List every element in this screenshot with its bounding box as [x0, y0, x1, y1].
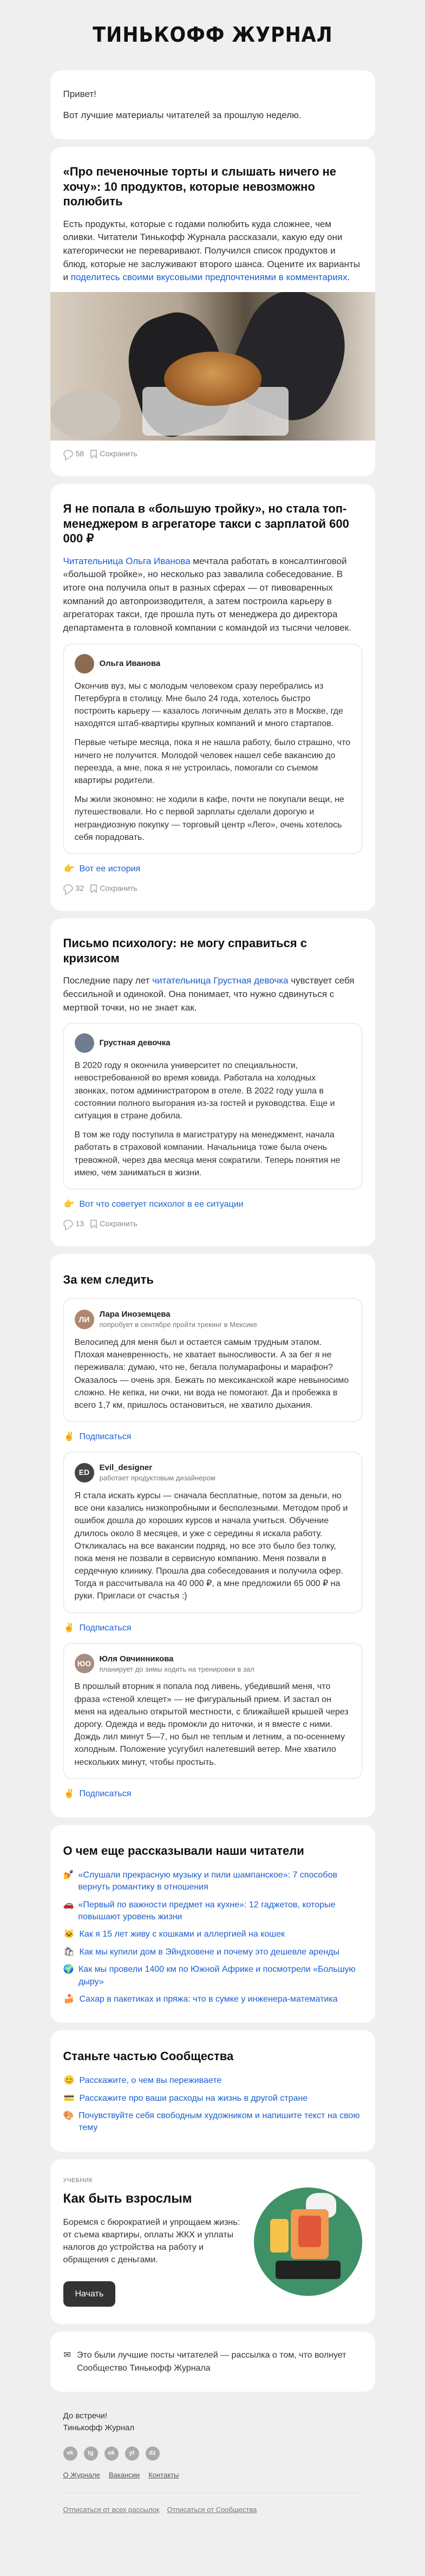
subscribe-row[interactable]	[63, 1788, 362, 1800]
story-link[interactable]: Как я 15 лет живу с кошками и аллергией на кошек	[79, 1930, 285, 1939]
dzen-icon[interactable]: dz	[146, 2446, 160, 2461]
subscribe-link[interactable]: Подписаться	[79, 1623, 132, 1633]
article-title[interactable]	[63, 936, 362, 966]
quote-block	[63, 1023, 362, 1189]
person-subtitle: попробует в сентябре пройти трекинг в Мексике	[99, 1321, 257, 1329]
footer	[50, 2399, 375, 2526]
story-link[interactable]: Как мы купили дом в Эйндховене и почему это дешевле аренды	[79, 1947, 339, 1957]
victory-hand-icon: ✌	[63, 1623, 75, 1633]
comments-number: 32	[75, 884, 84, 893]
community-card	[50, 2030, 375, 2151]
telegram-icon[interactable]: tg	[84, 2446, 98, 2461]
story-link-item[interactable]	[63, 1964, 362, 1988]
community-link[interactable]: Расскажите, о чем вы переживаете	[79, 2076, 222, 2086]
section-title: О чем еще рассказывали наши читатели	[63, 1843, 304, 1857]
unsubscribe-links	[63, 2505, 362, 2515]
quote-block	[63, 644, 362, 854]
article-meta	[63, 448, 362, 459]
article-body-end: .	[347, 272, 350, 283]
about-newsletter-card	[50, 2332, 375, 2391]
article-body-text: Есть продукты, которые с годами полюбить куда сложнее, чем оливки. Читатели Тинькофф Журнала рассказали, какую еду они категорически не переваривают. Получился список продуктов и блюд, которые не заслуживают второго шанса. Оцените их варианты и	[63, 218, 360, 283]
article-title[interactable]	[63, 501, 362, 546]
story-link[interactable]: Как мы провели 1400 км по Южной Африке и посмотрели «Большую дыру»	[78, 1965, 356, 1986]
course-label: УЧЕБНИК	[63, 2177, 93, 2184]
person-header[interactable]	[75, 1653, 351, 1674]
article-photo[interactable]	[50, 292, 375, 441]
article-title-link[interactable]: «Про печеночные торты и слышать ничего не хочу»: 10 продуктов, которые невозможно полюбить	[63, 165, 337, 209]
person-name: Юля Овчинникова	[99, 1654, 174, 1664]
quote-author[interactable]	[75, 654, 351, 674]
person-header[interactable]	[75, 1309, 351, 1330]
community-link-item[interactable]	[63, 2110, 362, 2134]
course-layout	[63, 2177, 362, 2307]
cake-icon: 🍰	[63, 1994, 75, 2004]
subscribe-row[interactable]	[63, 1622, 362, 1634]
globe-icon: 🌍	[63, 1965, 74, 1975]
intro-line: Вот лучшие материалы читателей за прошлую неделю.	[63, 109, 302, 120]
intro-card	[50, 70, 375, 139]
logo-text: ТИНЬКОФФ ЖУРНАЛ	[92, 23, 333, 47]
cat-icon: 🐱	[63, 1930, 75, 1939]
quote-paragraph: Первые четыре месяца, пока я не нашла работу, было страшно, что ничего не получится. Молодой человек нашел себе вакансию до переезда, а мне, пока я не устроилась, помогали со съемом квартиры родители.	[74, 738, 351, 785]
contacts-link[interactable]: Контакты	[148, 2471, 179, 2480]
article-meta	[63, 1218, 362, 1229]
comment-icon	[63, 884, 73, 892]
comments-count[interactable]	[63, 883, 84, 894]
phone-shape	[270, 2219, 289, 2253]
save-label: Сохранить	[100, 1219, 138, 1228]
bookmark-icon	[90, 450, 97, 458]
course-illustration[interactable]	[254, 2187, 362, 2296]
greeting: Привет!	[63, 89, 96, 99]
quote-author[interactable]	[75, 1033, 351, 1053]
community-link-item[interactable]	[63, 2093, 362, 2105]
comment-link[interactable]: поделитесь своими вкусовыми предпочтениями в комментариях	[70, 272, 348, 283]
newsletter-note-text: Это были лучшие посты читателей — рассылка о том, что волнует Сообщество Тинькофф Журнала	[76, 2351, 346, 2373]
footer-links	[63, 2470, 362, 2481]
author-name: Грустная девочка	[99, 1038, 171, 1048]
article-lead-text: чувствует себя бессильной и одинокой. Она понимает, что нужно сдвинуться с мертвой точки, но не знает как.	[63, 975, 355, 1013]
section-title: Станьте частью Сообщества	[63, 2049, 234, 2063]
email-container	[50, 0, 375, 2548]
course-title[interactable]: Как быть взрослым	[63, 2191, 192, 2206]
save-button[interactable]	[90, 883, 138, 894]
document-inner-shape	[298, 2216, 321, 2247]
article-lead-text: мечтала работать в консалтинговой «большой тройке», но несколько раз завалила собеседование. В итоге она получила опыт в разных сферах — от пивоваренных компаний до автопроизводителя, а затем построила карьеру в агрегаторах такси, где прошла путь от менеджера до директора департамента в головной компании с командой из тысячи человек.	[63, 555, 351, 633]
pointing-hand-icon: 👉	[63, 864, 75, 873]
card-icon: 💳	[63, 2093, 75, 2103]
story-link-item[interactable]	[63, 1869, 362, 1894]
comments-count[interactable]	[63, 448, 84, 459]
comments-count[interactable]	[63, 1218, 84, 1229]
author-link[interactable]: Читательница Ольга Иванова	[63, 555, 191, 566]
subscribe-row[interactable]	[63, 1431, 362, 1443]
youtube-icon[interactable]: yt	[125, 2446, 139, 2461]
unsubscribe-all-link[interactable]: Отписаться от всех рассылок	[63, 2506, 160, 2514]
story-link-item[interactable]	[63, 1994, 362, 2005]
goodbye-text: До встречи!	[63, 2411, 108, 2420]
quote-paragraph: В том же году поступила в магистратуру на менеджмент, начала работать в страховой компании. Начальница тоже была очень тревожной, через два месяца меня сократили. Теперь понятия не имею, чем заниматься в жизни.	[74, 1130, 341, 1177]
person-subtitle: планирует до зимы ходить на тренировки в зал	[99, 1665, 254, 1673]
course-text	[63, 2177, 242, 2307]
article-card-3	[50, 918, 375, 1246]
avatar: ED	[75, 1463, 94, 1483]
read-more-row[interactable]	[63, 1198, 362, 1211]
envelope-icon: ✉	[63, 2351, 71, 2360]
story-link[interactable]: «Первый по важности предмет на кухне»: 12 гаджетов, которые повышают уровень жизни	[78, 1900, 336, 1922]
tray-shape	[276, 2261, 341, 2279]
nail-polish-icon: 💅	[63, 1870, 74, 1880]
article-meta	[63, 883, 362, 894]
save-label: Сохранить	[100, 449, 138, 458]
comment-icon	[63, 450, 73, 458]
save-button[interactable]	[90, 1218, 138, 1229]
avatar	[75, 654, 94, 674]
section-title: За кем следить	[63, 1273, 154, 1287]
logo[interactable]	[50, 0, 375, 70]
article-title-link[interactable]: Я не попала в «большую тройку», но стала топ-менеджером в агрегаторе такси с зарплатой 600 000 ₽	[63, 502, 349, 546]
unsubscribe-community-link[interactable]: Отписаться от Сообщества	[167, 2506, 257, 2514]
avatar: ЛИ	[75, 1310, 94, 1329]
article-lead	[63, 974, 362, 1014]
person-quote: Я стала искать курсы — сначала бесплатные, потом за деньги, но все они казались низкопробными и бесполезными. Методом проб и ошибок дошла до хороших курсов и начала учиться. Обучение длилось около 8 месяцев, и уже с середины я искала работу. Откликалась на все вакансии подряд, но все это было без толку, пока меня не позвали в сервисную компанию. Меня позвали в сердечную клинику. Прошла два собеседования и получила офер. Тогда я рассчитывала на 40 000 ₽, а мне предложили 65 000 ₽ на руки. Пригласи от счастья :)	[74, 1491, 348, 1601]
signature-text: Тинькофф Журнал	[63, 2423, 135, 2432]
bookmark-icon	[90, 884, 97, 892]
community-link[interactable]: Расскажите про ваши расходы на жизнь в другой стране	[79, 2093, 308, 2103]
victory-hand-icon: ✌	[63, 1432, 75, 1442]
person-block	[63, 1452, 362, 1613]
story-link-item[interactable]	[63, 1928, 362, 1940]
subscribe-link[interactable]: Подписаться	[79, 1789, 132, 1798]
read-more-link[interactable]: Вот что советует психолог в ее ситуации	[79, 1199, 244, 1209]
read-more-link[interactable]: Вот ее история	[79, 864, 141, 873]
save-button[interactable]	[90, 448, 138, 459]
person-subtitle: работает продуктовым дизайнером	[99, 1474, 215, 1483]
author-name: Ольга Иванова	[99, 658, 161, 668]
story-link-item[interactable]	[63, 1946, 362, 1958]
photo-cake	[164, 352, 261, 406]
newsletter-note	[63, 2349, 362, 2374]
more-stories-card	[50, 1825, 375, 2023]
person-quote: Велосипед для меня был и остается самым трудным этапом. Плохая маневренность, не хватает выносливости. А за бег я не переживала: думаю, что не, бегала полумарафоны и марафон? Оказалось — очень зря. Бежать по мексиканской жаре невыносимо сложно. Не кепка, ни очки, ни вода не помогают. Да и пробежка в всего 1,7 км, пришлось остановиться, не хватило дыхания.	[74, 1337, 349, 1410]
start-course-button[interactable]: Начать	[63, 2281, 116, 2307]
article-card-2	[50, 484, 375, 911]
about-link[interactable]: О Журнале	[63, 2471, 100, 2480]
save-label: Сохранить	[100, 884, 138, 893]
jobs-link[interactable]: Вакансии	[108, 2471, 140, 2480]
comments-number: 58	[75, 449, 84, 458]
odnoklassniki-icon[interactable]: ok	[104, 2446, 119, 2461]
story-link[interactable]: «Слушали прекрасную музыку и пили шампанское»: 7 способов вернуть романтику в отношения	[78, 1870, 337, 1892]
course-description: Боремся с бюрократией и упрощаем жизнь: от съема квартиры, оплаты ЖКХ и уплаты налогов до устройства на работу и обращения с деньгами.	[63, 2217, 240, 2265]
photo-bowl	[50, 390, 121, 438]
avatar	[75, 1033, 94, 1053]
person-quote: В прошлый вторник я попала под ливень, убедивший меня, что фраза «стеной хлещет» — не фигуральный прием. И застал он меня на идеально открытой местности, с ближайшей крышей через дорогу. Одежда и ведь промокли до ниточки, и я вместе с ними. Дождь лил минут 5—7, но был не теплым и летним, а по-осеннему холодным. Положение усугубил налетевший ветер. Мне хватило нескольких минут, чтобы простыть.	[74, 1682, 349, 1767]
quote-paragraph: В 2020 году я окончила университет по специальности, невостребованной во время ковида. Работала на холодных звонках, потом администратором в отеле. В 2022 году ушла в состоянии полного выгорания из-за гостей и руководства. Еще и ситуация в стране добила.	[74, 1061, 335, 1121]
follow-card	[50, 1254, 375, 1817]
person-name: Лара Иноземцева	[99, 1310, 171, 1319]
person-name: Evil_designer	[99, 1463, 153, 1473]
article-card-1	[50, 147, 375, 476]
shopping-bags-icon: 🛍	[63, 1947, 75, 1957]
pointing-hand-icon: 👉	[63, 1199, 75, 1209]
course-card	[50, 2159, 375, 2325]
subscribe-link[interactable]: Подписаться	[79, 1432, 132, 1442]
story-link-item[interactable]	[63, 1899, 362, 1924]
person-header[interactable]	[75, 1462, 351, 1483]
smile-icon: 😊	[63, 2076, 75, 2086]
vk-icon[interactable]: vk	[63, 2446, 77, 2461]
person-block	[63, 1298, 362, 1422]
victory-hand-icon: ✌	[63, 1789, 75, 1798]
comments-number: 13	[75, 1219, 84, 1228]
article-lead-text: Последние пару лет	[63, 975, 153, 986]
article-body	[63, 218, 362, 284]
quote-paragraph: Окончив вуз, мы с молодым человеком сразу перебрались из Петербурга в столицу. Мне было 24 года, хотелось быстро построить карьеру — казалось логичным делать это в Москве, где находятся штаб-квартиры крупных компаний и много стартапов.	[74, 681, 343, 729]
avatar: ЮО	[75, 1654, 94, 1673]
community-link[interactable]: Почувствуйте себя свободным художником и напишите текст на свою тему	[79, 2111, 360, 2133]
article-title[interactable]	[63, 164, 362, 209]
read-more-row[interactable]	[63, 863, 362, 875]
bookmark-icon	[90, 1220, 97, 1228]
article-title-link[interactable]: Письмо психологу: не могу справиться с кризисом	[63, 936, 307, 965]
person-block	[63, 1643, 362, 1779]
car-icon: 🚗	[63, 1900, 74, 1910]
quote-paragraph: Мы жили экономно: не ходили в кафе, почти не покупали вещи, не путешествовали. Но с первой зарплаты сделали дорогую и неграндиозную покупку — торговый центр «Лего», очень хотелось себя порадовать.	[74, 795, 344, 842]
article-lead	[63, 555, 362, 635]
story-link[interactable]: Сахар в пакетиках и пряжа: что в сумке у инженера-математика	[79, 1994, 338, 2004]
palette-icon: 🎨	[63, 2111, 74, 2121]
comment-icon	[63, 1220, 73, 1228]
social-links	[63, 2446, 362, 2461]
author-link[interactable]: читательница Грустная девочка	[152, 975, 289, 986]
community-link-item[interactable]	[63, 2075, 362, 2087]
